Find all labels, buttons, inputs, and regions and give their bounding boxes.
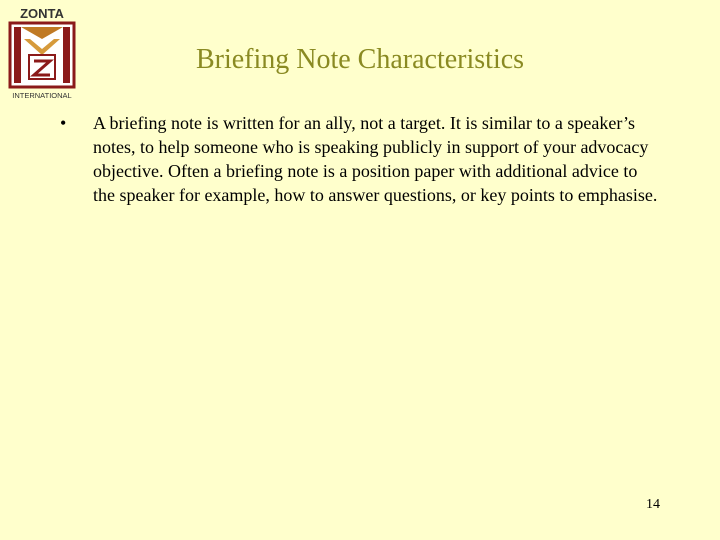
zonta-logo (6, 5, 78, 101)
zonta-logo-icon (6, 5, 78, 101)
bullet-item (60, 111, 660, 207)
bullet-list (60, 111, 660, 207)
bullet-text: A briefing note is written for an ally, not a target. It is similar to a speaker’s notes, to help someone who is speaking publicly in support of your advocacy objective. Often a briefing note is a position paper with additional advice to the speaker for example, how to answer questions, or key points to emphasise. (93, 113, 658, 205)
logo-top-text: ZONTA (20, 6, 64, 21)
slide-title: Briefing Note Characteristics (195, 44, 525, 75)
logo-bottom-text: INTERNATIONAL (12, 91, 72, 100)
logo-left-pillar (14, 27, 21, 83)
bullet-mark: • (60, 113, 67, 133)
logo-right-pillar (63, 27, 70, 83)
page-number: 14 (646, 497, 660, 512)
